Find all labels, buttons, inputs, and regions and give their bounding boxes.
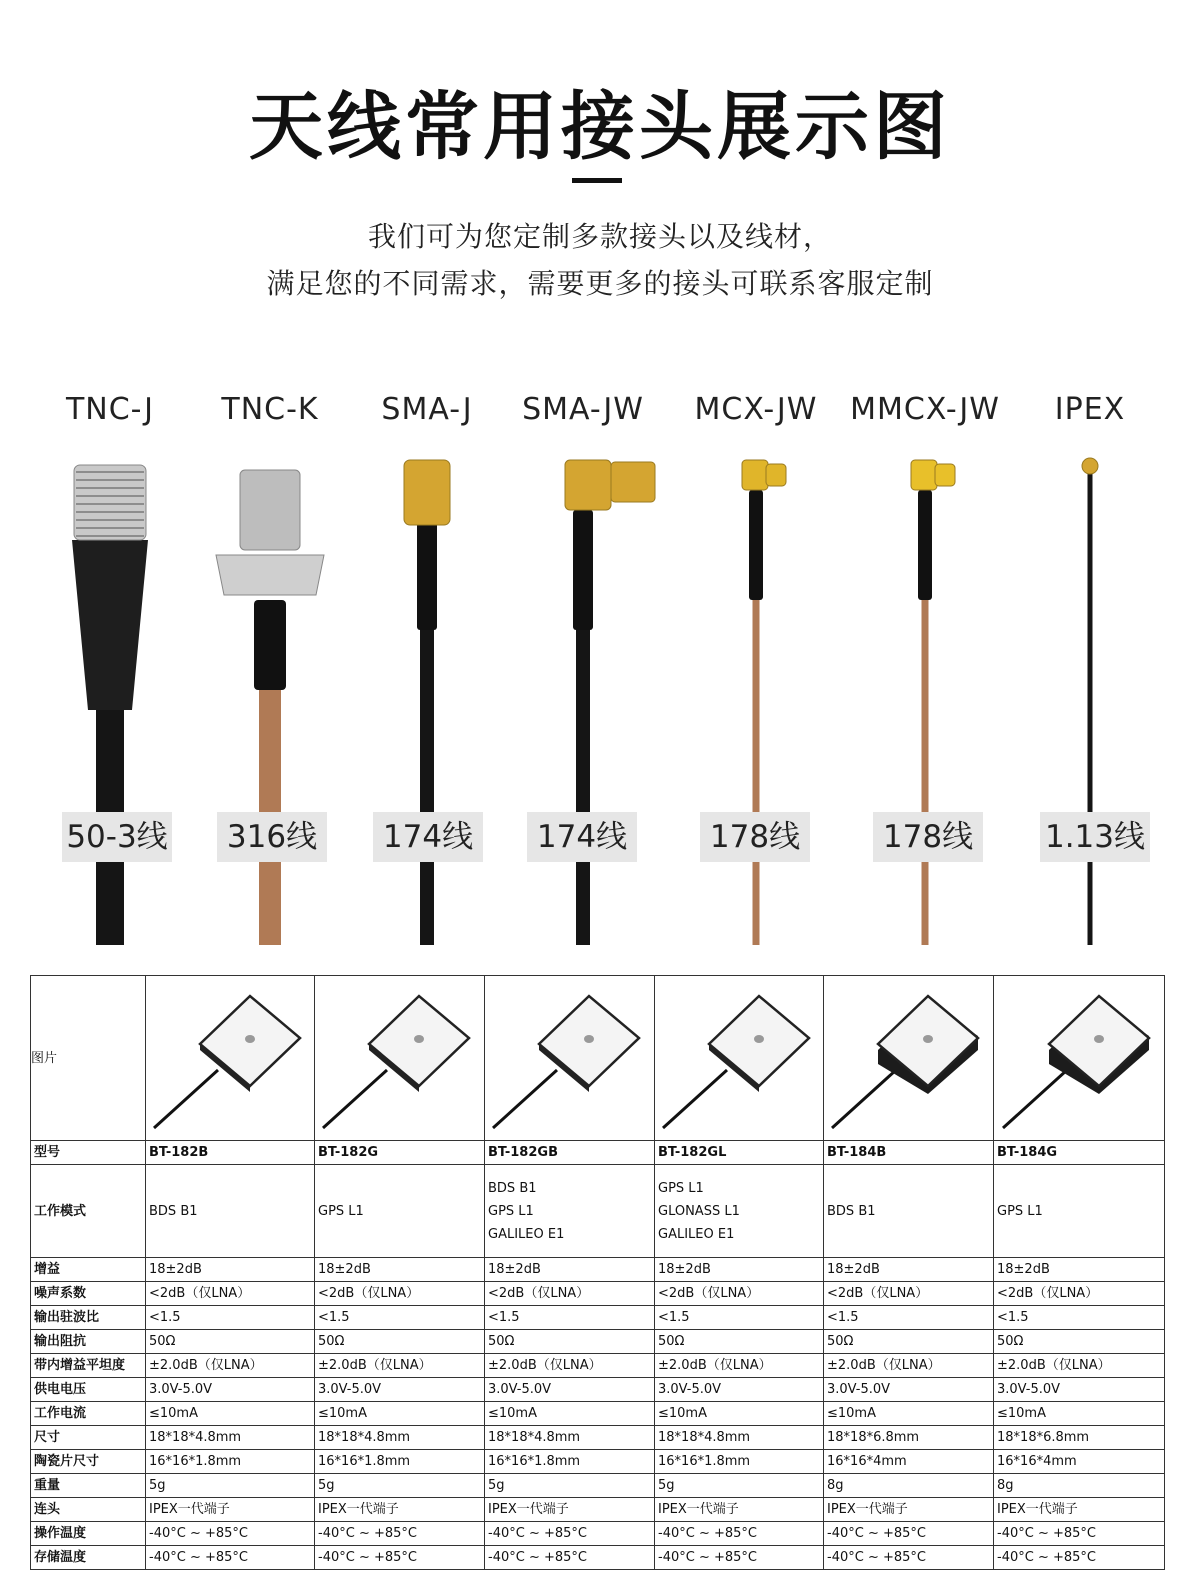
- table-cell: 18*18*6.8mm: [824, 1426, 994, 1450]
- cable-type-label: 174线: [373, 812, 483, 862]
- heat-shrink: [918, 490, 932, 600]
- table-cell: IPEX一代端子: [994, 1498, 1165, 1522]
- row-header: 供电电压: [31, 1378, 146, 1402]
- table-cell: -40°C ~ +85°C: [655, 1546, 824, 1570]
- row-header: 图片: [31, 976, 146, 1141]
- cable-type-label: 174线: [527, 812, 637, 862]
- cell-line: GPS L1: [318, 1203, 364, 1219]
- table-cell: 3.0V-5.0V: [485, 1378, 655, 1402]
- antenna-patch-image: [997, 978, 1162, 1138]
- connector-illustration: [676, 450, 836, 945]
- spec-table: [30, 975, 1165, 1570]
- table-cell: ≤10mA: [315, 1402, 485, 1426]
- table-cell: 16*16*1.8mm: [315, 1450, 485, 1474]
- connector-body: [911, 460, 937, 490]
- table-row: [31, 1354, 1165, 1378]
- heat-shrink: [417, 520, 437, 630]
- table-cell: -40°C ~ +85°C: [824, 1546, 994, 1570]
- cell-line: GLONASS L1: [658, 1203, 740, 1219]
- connector-name: IPEX: [1054, 392, 1126, 427]
- table-cell: 18±2dB: [315, 1258, 485, 1282]
- table-cell: BT-184G: [994, 1141, 1165, 1165]
- antenna-lead: [493, 1070, 557, 1128]
- cable-type-label: 316线: [217, 812, 327, 862]
- row-header: 重量: [31, 1474, 146, 1498]
- table-cell: 16*16*1.8mm: [655, 1450, 824, 1474]
- connector-name: TNC-J: [65, 392, 155, 427]
- table-cell: 18±2dB: [824, 1258, 994, 1282]
- table-cell: ±2.0dB（仅LNA）: [485, 1354, 655, 1378]
- connector-name: MCX-JW: [694, 392, 818, 427]
- table-cell: 16*16*1.8mm: [485, 1450, 655, 1474]
- antenna-patch-image: [826, 978, 991, 1138]
- feed-pin: [584, 1035, 594, 1043]
- antenna-lead: [323, 1070, 387, 1128]
- table-row: [31, 1141, 1165, 1165]
- antenna-lead: [663, 1070, 727, 1128]
- row-header: 型号: [31, 1141, 146, 1165]
- table-row: [31, 1522, 1165, 1546]
- feed-pin: [754, 1035, 764, 1043]
- connector-illustration: [30, 450, 190, 945]
- table-cell: -40°C ~ +85°C: [824, 1522, 994, 1546]
- table-cell: BT-184B: [824, 1141, 994, 1165]
- table-cell: 50Ω: [485, 1330, 655, 1354]
- cell-line: GPS L1: [658, 1180, 704, 1196]
- row-header: 输出驻波比: [31, 1306, 146, 1330]
- table-cell: -40°C ~ +85°C: [994, 1522, 1165, 1546]
- table-cell: [655, 1165, 824, 1258]
- table-cell: -40°C ~ +85°C: [655, 1522, 824, 1546]
- connector-illustration: [190, 450, 350, 945]
- table-cell: [824, 1165, 994, 1258]
- connector-name: TNC-K: [221, 392, 319, 427]
- table-cell: 5g: [146, 1474, 315, 1498]
- table-cell: <1.5: [824, 1306, 994, 1330]
- table-cell: ≤10mA: [655, 1402, 824, 1426]
- table-row: [31, 1450, 1165, 1474]
- connector-illustration: [503, 450, 663, 945]
- table-cell: BT-182G: [315, 1141, 485, 1165]
- connector-name: SMA-J: [381, 392, 473, 427]
- feed-pin: [1094, 1035, 1104, 1043]
- heat-shrink: [254, 600, 286, 690]
- connector-name: SMA-JW: [522, 392, 644, 427]
- row-header: 存储温度: [31, 1546, 146, 1570]
- table-cell: IPEX一代端子: [485, 1498, 655, 1522]
- antenna-lead: [1003, 1070, 1067, 1128]
- table-cell: 18±2dB: [994, 1258, 1165, 1282]
- table-cell: 5g: [485, 1474, 655, 1498]
- table-cell: 18*18*4.8mm: [655, 1426, 824, 1450]
- table-cell: ±2.0dB（仅LNA）: [824, 1354, 994, 1378]
- product-image-cell: [994, 976, 1165, 1141]
- table-cell: 50Ω: [655, 1330, 824, 1354]
- table-cell: 8g: [994, 1474, 1165, 1498]
- connector-name: MMCX-JW: [850, 392, 1000, 427]
- table-cell: 50Ω: [824, 1330, 994, 1354]
- subtitle-line-1: 我们可为您定制多款接头以及线材，: [367, 220, 832, 253]
- table-cell: <2dB（仅LNA）: [315, 1282, 485, 1306]
- table-row: [31, 1330, 1165, 1354]
- table-cell: [146, 1165, 315, 1258]
- connector-body: [240, 470, 300, 550]
- antenna-lead: [832, 1070, 896, 1128]
- row-header: 操作温度: [31, 1522, 146, 1546]
- table-cell: 3.0V-5.0V: [994, 1378, 1165, 1402]
- row-header: 工作模式: [31, 1165, 146, 1258]
- strain-relief: [72, 540, 148, 710]
- row-header: 噪声系数: [31, 1282, 146, 1306]
- table-cell: [485, 1165, 655, 1258]
- table-cell: <2dB（仅LNA）: [824, 1282, 994, 1306]
- table-cell: 3.0V-5.0V: [315, 1378, 485, 1402]
- connector-head: [766, 464, 786, 486]
- table-cell: 8g: [824, 1474, 994, 1498]
- connector-body: [565, 460, 611, 510]
- product-image-cell: [824, 976, 994, 1141]
- table-row: [31, 1378, 1165, 1402]
- table-cell: 18±2dB: [655, 1258, 824, 1282]
- table-row: [31, 1546, 1165, 1570]
- table-row: [31, 1165, 1165, 1258]
- table-cell: 18*18*4.8mm: [485, 1426, 655, 1450]
- table-cell: 5g: [315, 1474, 485, 1498]
- connector-body: [742, 460, 768, 490]
- table-cell: 50Ω: [315, 1330, 485, 1354]
- table-row: [31, 1306, 1165, 1330]
- product-image-cell: [146, 976, 315, 1141]
- connector-head: [935, 464, 955, 486]
- table-cell: 3.0V-5.0V: [655, 1378, 824, 1402]
- heat-shrink: [573, 510, 593, 630]
- table-cell: <1.5: [315, 1306, 485, 1330]
- table-cell: [315, 1165, 485, 1258]
- table-cell: 50Ω: [146, 1330, 315, 1354]
- table-cell: 16*16*1.8mm: [146, 1450, 315, 1474]
- table-cell: -40°C ~ +85°C: [485, 1522, 655, 1546]
- table-cell: BT-182GL: [655, 1141, 824, 1165]
- table-cell: 18*18*4.8mm: [146, 1426, 315, 1450]
- title-divider: [572, 178, 622, 183]
- table-cell: IPEX一代端子: [655, 1498, 824, 1522]
- table-cell: ≤10mA: [994, 1402, 1165, 1426]
- table-cell: ≤10mA: [146, 1402, 315, 1426]
- connector-body: [404, 460, 450, 525]
- antenna-lead: [154, 1070, 218, 1128]
- cell-line: GPS L1: [997, 1203, 1043, 1219]
- antenna-patch-image: [317, 978, 482, 1138]
- table-row-image: [31, 976, 1165, 1141]
- product-image-cell: [655, 976, 824, 1141]
- table-cell: 18±2dB: [146, 1258, 315, 1282]
- table-cell: 18*18*4.8mm: [315, 1426, 485, 1450]
- antenna-patch-image: [487, 978, 652, 1138]
- hex-nut: [216, 555, 324, 595]
- table-cell: <1.5: [485, 1306, 655, 1330]
- row-header: 输出阻抗: [31, 1330, 146, 1354]
- table-row: [31, 1498, 1165, 1522]
- antenna-patch-image: [657, 978, 822, 1138]
- feed-pin: [923, 1035, 933, 1043]
- table-cell: 50Ω: [994, 1330, 1165, 1354]
- row-header: 工作电流: [31, 1402, 146, 1426]
- table-cell: IPEX一代端子: [146, 1498, 315, 1522]
- table-cell: -40°C ~ +85°C: [315, 1522, 485, 1546]
- feed-pin: [245, 1035, 255, 1043]
- table-cell: 18*18*6.8mm: [994, 1426, 1165, 1450]
- table-cell: [994, 1165, 1165, 1258]
- table-row: [31, 1426, 1165, 1450]
- cell-line: BDS B1: [488, 1180, 537, 1196]
- cable-type-label: 178线: [873, 812, 983, 862]
- table-cell: BT-182GB: [485, 1141, 655, 1165]
- row-header: 尺寸: [31, 1426, 146, 1450]
- cell-line: GALILEO E1: [488, 1226, 565, 1242]
- table-row: [31, 1282, 1165, 1306]
- cable: [1088, 470, 1093, 945]
- row-header: 带内增益平坦度: [31, 1354, 146, 1378]
- connector-gallery: [0, 380, 1200, 945]
- table-cell: <1.5: [655, 1306, 824, 1330]
- table-cell: 3.0V-5.0V: [824, 1378, 994, 1402]
- table-cell: 16*16*4mm: [994, 1450, 1165, 1474]
- row-header: 增益: [31, 1258, 146, 1282]
- table-cell: <2dB（仅LNA）: [146, 1282, 315, 1306]
- connector-head: [611, 462, 655, 502]
- page-title: 天线常用接头展示图: [249, 84, 951, 170]
- cable-type-label: 1.13线: [1040, 812, 1150, 862]
- cell-line: BDS B1: [149, 1203, 198, 1219]
- table-cell: -40°C ~ +85°C: [994, 1546, 1165, 1570]
- table-cell: <2dB（仅LNA）: [655, 1282, 824, 1306]
- heat-shrink: [749, 490, 763, 600]
- feed-pin: [414, 1035, 424, 1043]
- table-cell: <1.5: [994, 1306, 1165, 1330]
- subtitle-line-2: 满足您的不同需求，需要更多的接头可联系客服定制: [266, 267, 934, 300]
- cell-line: BDS B1: [827, 1203, 876, 1219]
- table-cell: ≤10mA: [824, 1402, 994, 1426]
- product-image-cell: [315, 976, 485, 1141]
- table-cell: ≤10mA: [485, 1402, 655, 1426]
- table-row: [31, 1474, 1165, 1498]
- table-cell: 5g: [655, 1474, 824, 1498]
- connector-body: [1082, 458, 1098, 474]
- product-image-cell: [485, 976, 655, 1141]
- table-cell: <2dB（仅LNA）: [994, 1282, 1165, 1306]
- connector-illustration: [1010, 450, 1170, 945]
- table-cell: ±2.0dB（仅LNA）: [994, 1354, 1165, 1378]
- connector-illustration: [845, 450, 1005, 945]
- table-cell: 3.0V-5.0V: [146, 1378, 315, 1402]
- table-row: [31, 1258, 1165, 1282]
- table-cell: -40°C ~ +85°C: [315, 1546, 485, 1570]
- table-cell: IPEX一代端子: [824, 1498, 994, 1522]
- table-cell: 16*16*4mm: [824, 1450, 994, 1474]
- row-header: 陶瓷片尺寸: [31, 1450, 146, 1474]
- cable-type-label: 178线: [700, 812, 810, 862]
- cell-line: GALILEO E1: [658, 1226, 735, 1242]
- cell-line: GPS L1: [488, 1203, 534, 1219]
- row-header: 连头: [31, 1498, 146, 1522]
- table-cell: ±2.0dB（仅LNA）: [146, 1354, 315, 1378]
- cable-type-label: 50-3线: [62, 812, 172, 862]
- table-cell: ±2.0dB（仅LNA）: [315, 1354, 485, 1378]
- antenna-patch-image: [148, 978, 313, 1138]
- table-row: [31, 1402, 1165, 1426]
- table-cell: -40°C ~ +85°C: [146, 1546, 315, 1570]
- table-cell: ±2.0dB（仅LNA）: [655, 1354, 824, 1378]
- table-cell: -40°C ~ +85°C: [485, 1546, 655, 1570]
- table-cell: BT-182B: [146, 1141, 315, 1165]
- table-cell: <2dB（仅LNA）: [485, 1282, 655, 1306]
- connector-illustration: [347, 450, 507, 945]
- table-cell: -40°C ~ +85°C: [146, 1522, 315, 1546]
- table-cell: IPEX一代端子: [315, 1498, 485, 1522]
- table-cell: 18±2dB: [485, 1258, 655, 1282]
- table-cell: <1.5: [146, 1306, 315, 1330]
